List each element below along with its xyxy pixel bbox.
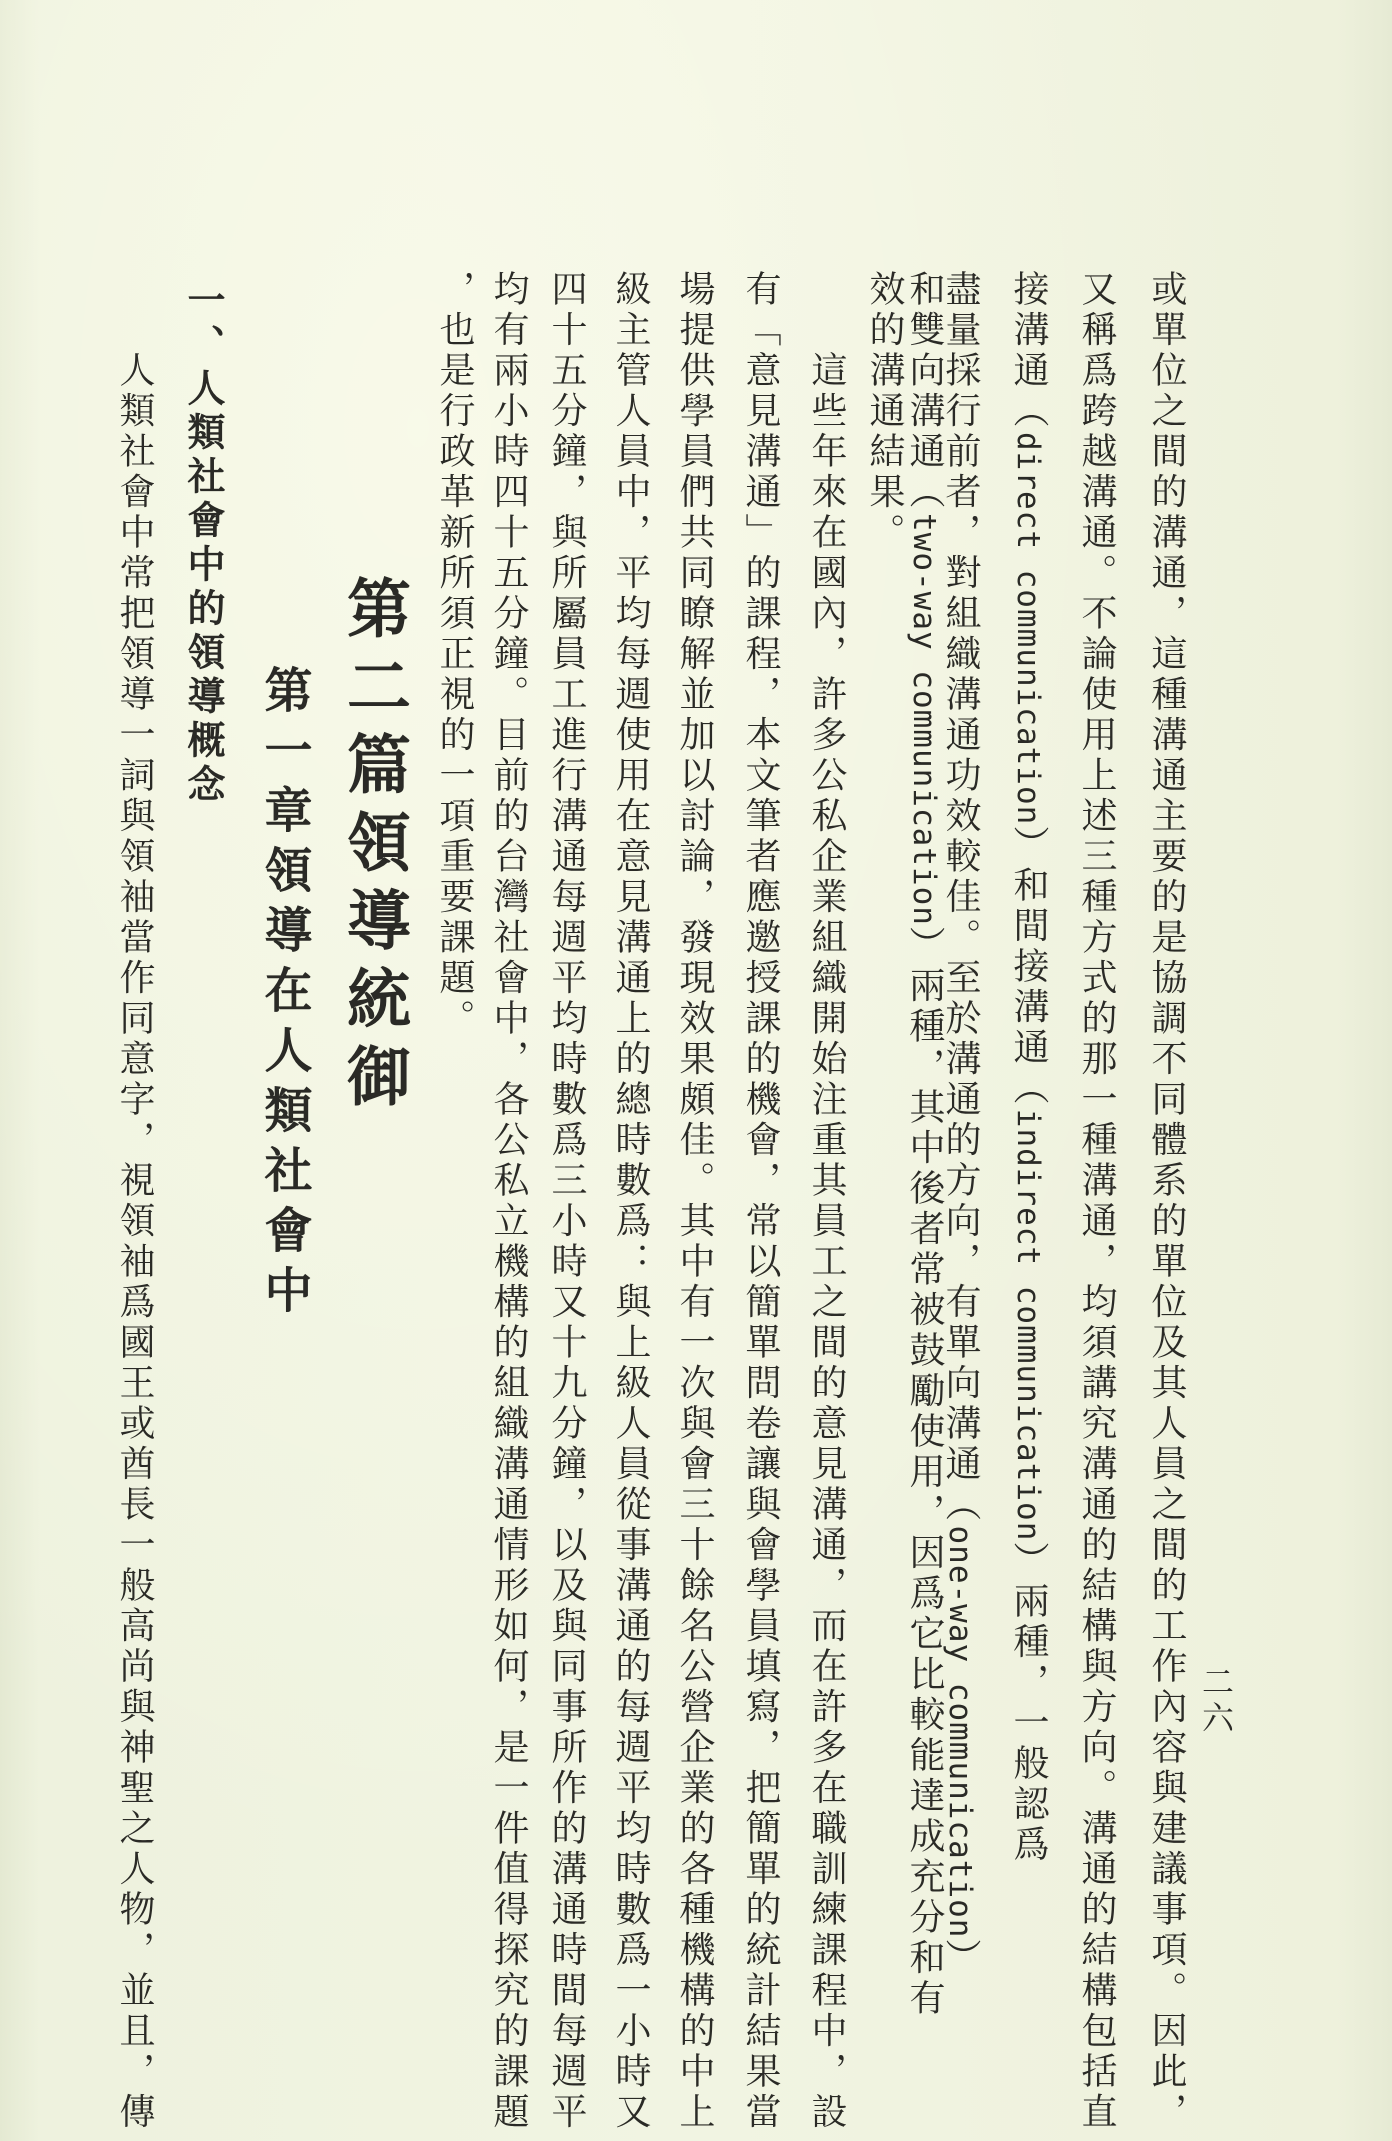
text-segment: ）: [940, 1938, 981, 1979]
text-segment: ）兩種，其中後者常被鼓勵使用，因爲它比較能達成充分和有: [904, 925, 945, 2020]
english-term-direct-communication: direct communication: [1010, 432, 1046, 826]
english-term-two-way-communication: two-way communication: [906, 513, 942, 926]
paragraph-2-column-1: 這些年來在國內，許多公私企業組織開始注重其員工之間的意見溝通，而在許多在職訓練課程中，設: [806, 270, 847, 2133]
page-number: 二六: [1197, 1665, 1235, 1737]
paragraph-1-column-1: 或單位之間的溝通，這種溝通主要的是協調不同體系的單位及其人員之間的工作內容與建議事項。因此，: [1146, 270, 1187, 2133]
paragraph-2-column-2: 有「意見溝通」的課程，本文筆者應邀授課的機會，常以簡單問卷讓與會學員填寫，把簡單的統計結果當: [740, 270, 781, 2133]
part-number: 第二篇: [336, 575, 411, 809]
paragraph-1-column-6: 效的溝通結果。: [864, 270, 905, 554]
text-segment: ）兩種，一般認爲: [1008, 1541, 1049, 1866]
paragraph-3-column-1: 人類社會中常把領導一詞與領袖當作同意字，視領袖爲國王或酋長一般高尚與神聖之人物，並且，傳: [114, 270, 155, 2133]
part-title: 領導統御: [336, 809, 411, 1121]
part-heading: [336, 575, 411, 1121]
paragraph-1-column-3: [1008, 270, 1049, 1866]
paragraph-2-column-3: 場提供學員們共同瞭解並加以討論，發現效果頗佳。其中有一次與會三十餘名公營企業的各種機構的中上: [674, 270, 715, 2133]
text-segment: ）和間接溝通（: [1008, 825, 1049, 1109]
paragraph-2-column-6: 均有兩小時四十五分鐘。目前的台灣社會中，各公私立機構的組織溝通情形如何，是一件值得探究的課題: [488, 270, 529, 2133]
paragraph-1-column-4: [940, 270, 981, 1979]
paragraph-1-column-5: [904, 270, 945, 2020]
text-segment: 和雙向溝通（: [904, 270, 945, 513]
english-term-one-way-communication: one-way communication: [942, 1525, 978, 1939]
paragraph-2-column-7: ，也是行政革新所須正視的一項重要課題。: [434, 270, 475, 1040]
text-segment: 盡量採行前者，對組織溝通功效較佳。至於溝通的方向，有單向溝通（: [940, 270, 981, 1526]
chapter-title: 領導在人類社會中: [256, 845, 312, 1325]
section-heading: 一、人類社會中的領導概念: [181, 280, 226, 808]
text-segment: 接溝通（: [1008, 270, 1049, 432]
chapter-heading: [254, 665, 314, 1325]
paragraph-2-column-4: 級主管人員中，平均每週使用在意見溝通上的總時數爲：與上級人員從事溝通的每週平均時數爲一小時又: [610, 270, 651, 2133]
chapter-number: 第一章: [256, 665, 312, 845]
paragraph-1-column-2: 又稱爲跨越溝通。不論使用上述三種方式的那一種溝通，均須講究溝通的結構與方向。溝通的結構包括直: [1076, 270, 1117, 2133]
paragraph-2-column-5: 四十五分鐘，與所屬員工進行溝通每週平均時數爲三小時又十九分鐘，以及與同事所作的溝通時間每週平: [546, 270, 587, 2133]
english-term-indirect-communication: indirect communication: [1010, 1108, 1046, 1542]
